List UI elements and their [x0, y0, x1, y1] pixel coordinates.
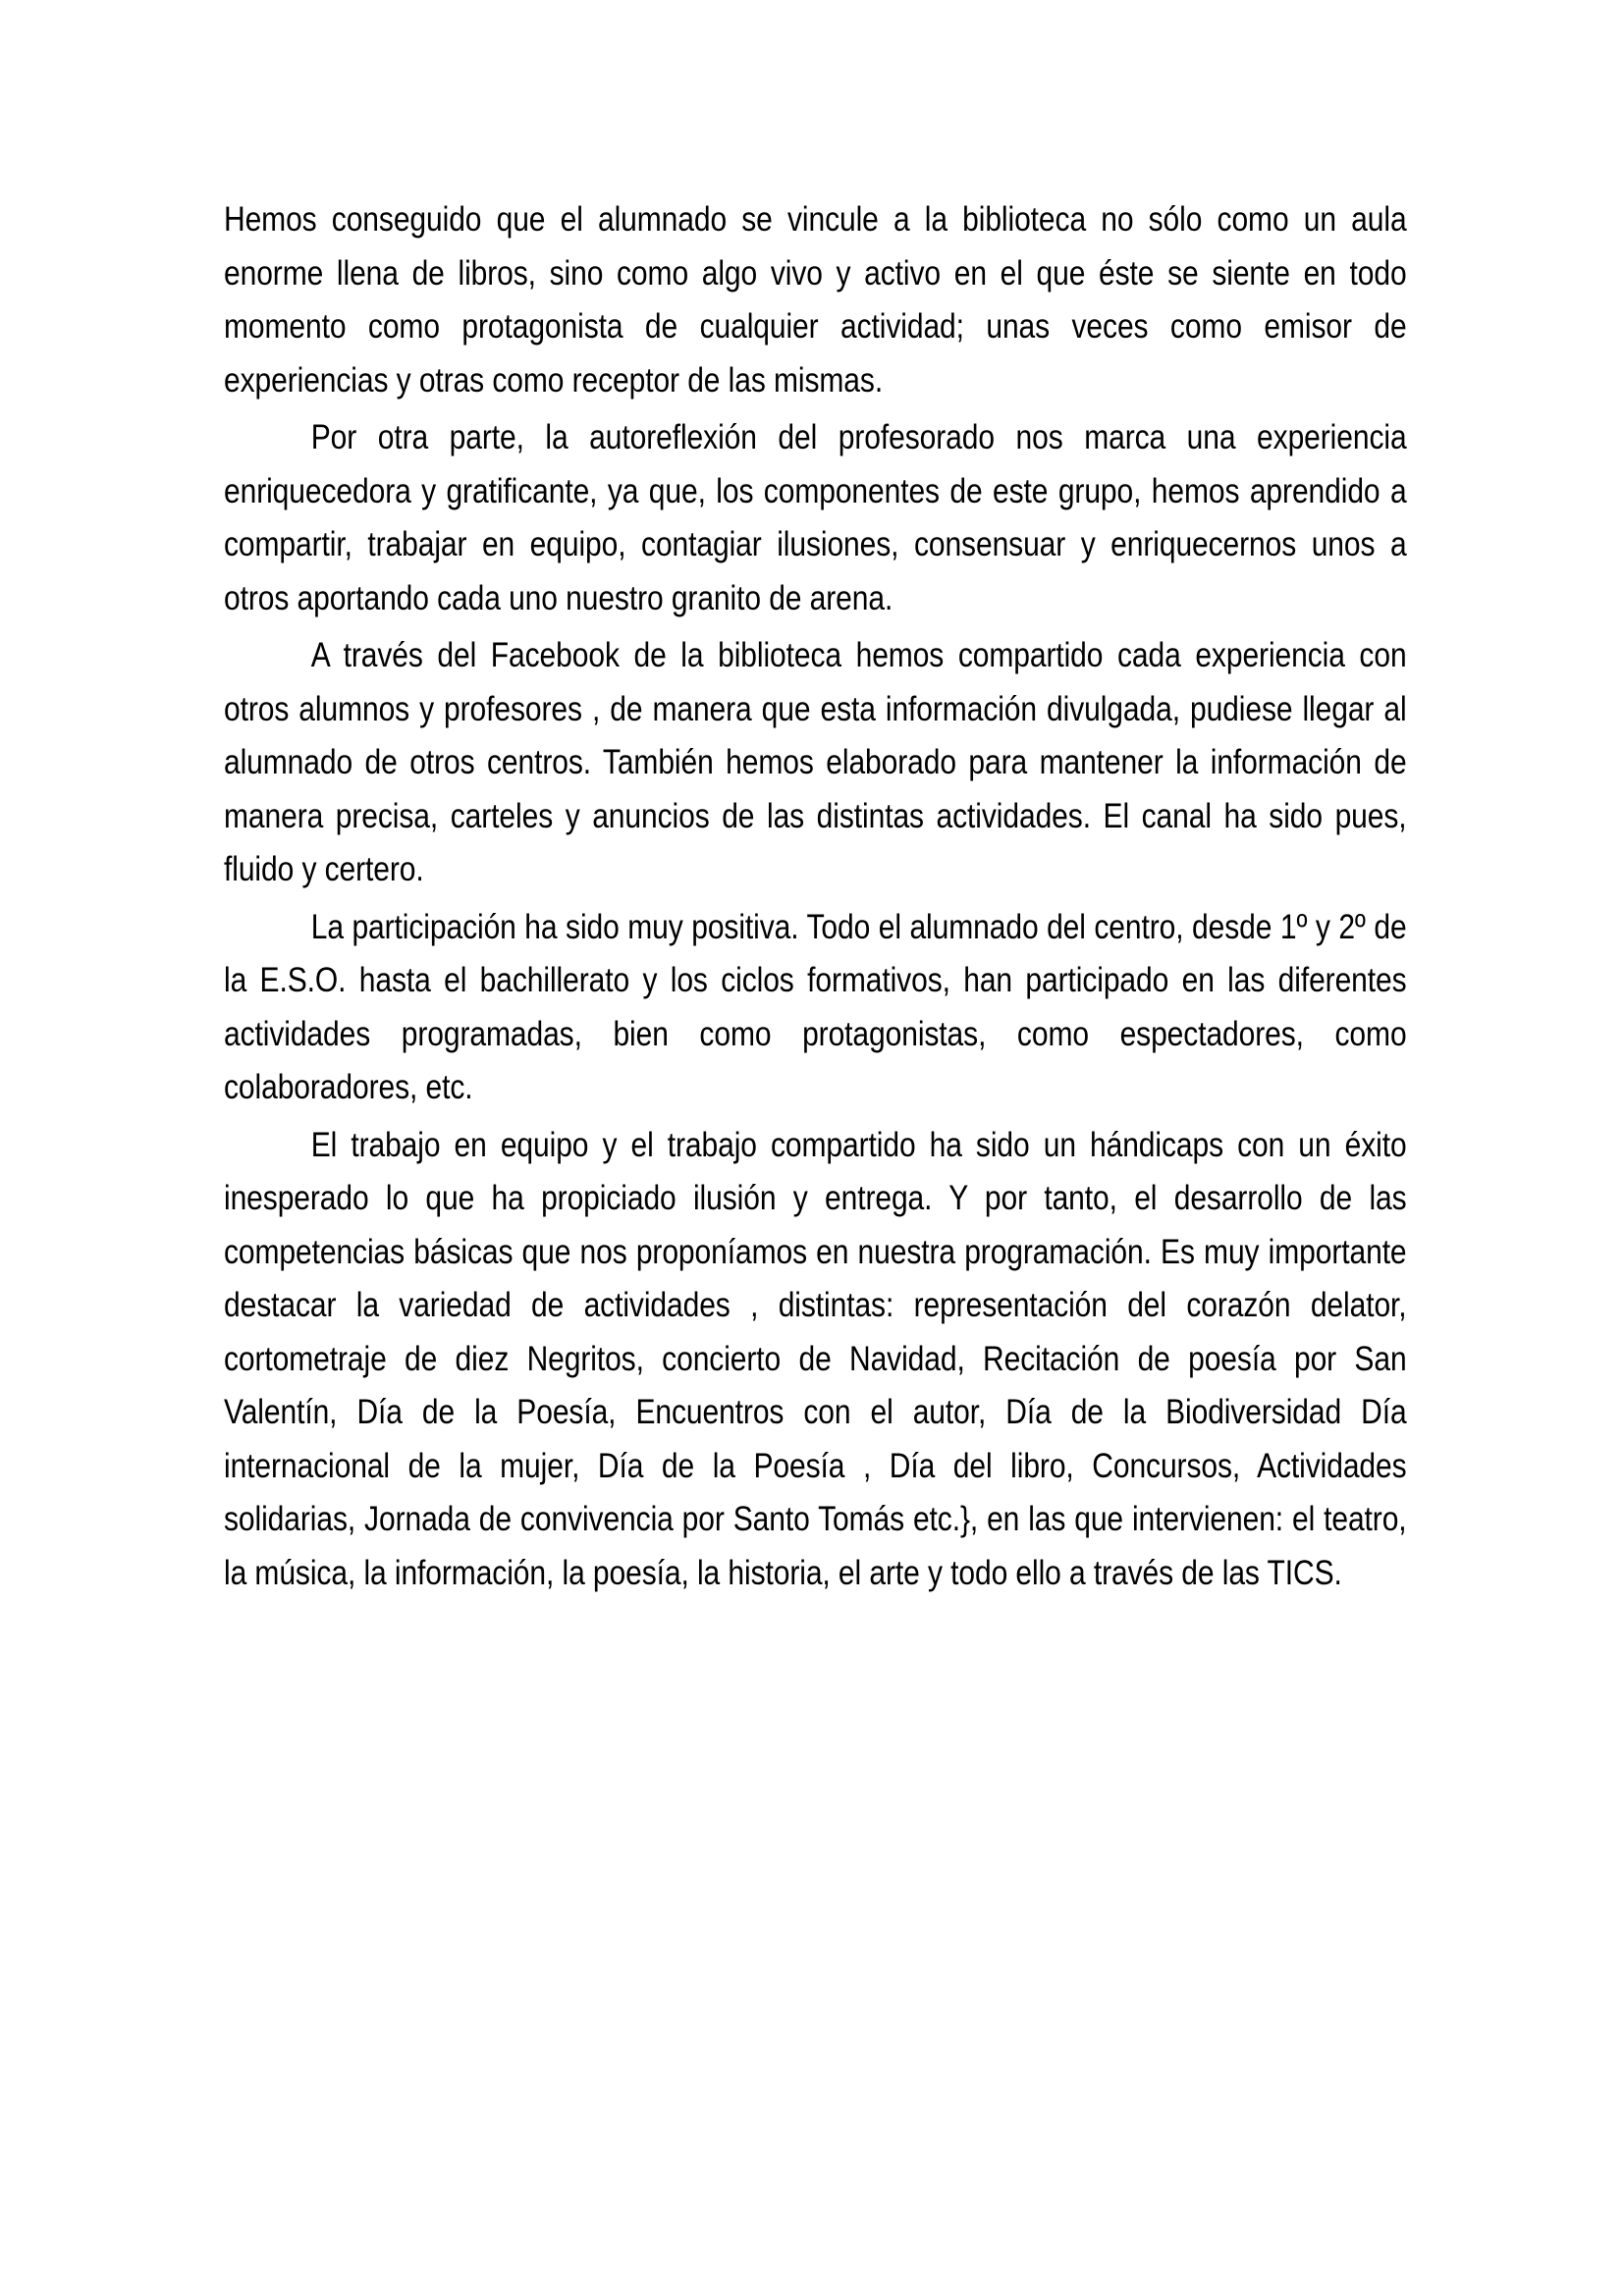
paragraph-5: El trabajo en equipo y el trabajo compartido ha sido un hándicaps con un éxito inesperado lo que ha propiciado ilusión y entrega. Y por tanto, el desarrollo de las competencias básicas que nos proponíamos en nuestra programación. Es muy importante destacar la variedad de actividades , distintas: representación del corazón delator, cortometraje de diez Negritos, concierto de Navidad, Recitación de poesía por San Valentín, Día de la Poesía, Encuentros con el autor, Día de la Biodiversidad Día internacional de la mujer, Día de la Poesía , Día del libro, Concursos, Actividades solidarias, Jornada de convivencia por Santo Tomás etc.}, en las que intervienen: el teatro, la música, la información, la poesía, la historia, el arte y todo ello a través de las TICS. [224, 1124, 1407, 1592]
paragraph-1: Hemos conseguido que el alumnado se vincule a la biblioteca no sólo como un aula enorme llena de libros, sino como algo vivo y activo en el que éste se siente en todo momento como protagonista de cualquier actividad; unas veces como emisor de experiencias y otras como receptor de las mismas. [224, 199, 1407, 400]
paragraph-3: A través del Facebook de la biblioteca hemos compartido cada experiencia con otros alumnos y profesores , de manera que esta información divulgada, pudiese llegar al alumnado de otros centros. También hemos elaborado para mantener la información de manera precisa, carteles y anuncios de las distintas actividades. El canal ha sido pues, fluido y certero. [224, 635, 1407, 888]
document-body [224, 192, 1407, 1599]
paragraph-4: La participación ha sido muy positiva. Todo el alumnado del centro, desde 1º y 2º de la E.S.O. hasta el bachillerato y los ciclos formativos, han participado en las diferentes actividades programadas, bien como protagonistas, como espectadores, como colaboradores, etc. [224, 906, 1407, 1106]
paragraph-2: Por otra parte, la autoreflexión del profesorado nos marca una experiencia enriquecedora y gratificante, ya que, los componentes de este grupo, hemos aprendido a compartir, trabajar en equipo, contagiar ilusiones, consensuar y enriquecernos unos a otros aportando cada uno nuestro granito de arena. [224, 417, 1407, 617]
